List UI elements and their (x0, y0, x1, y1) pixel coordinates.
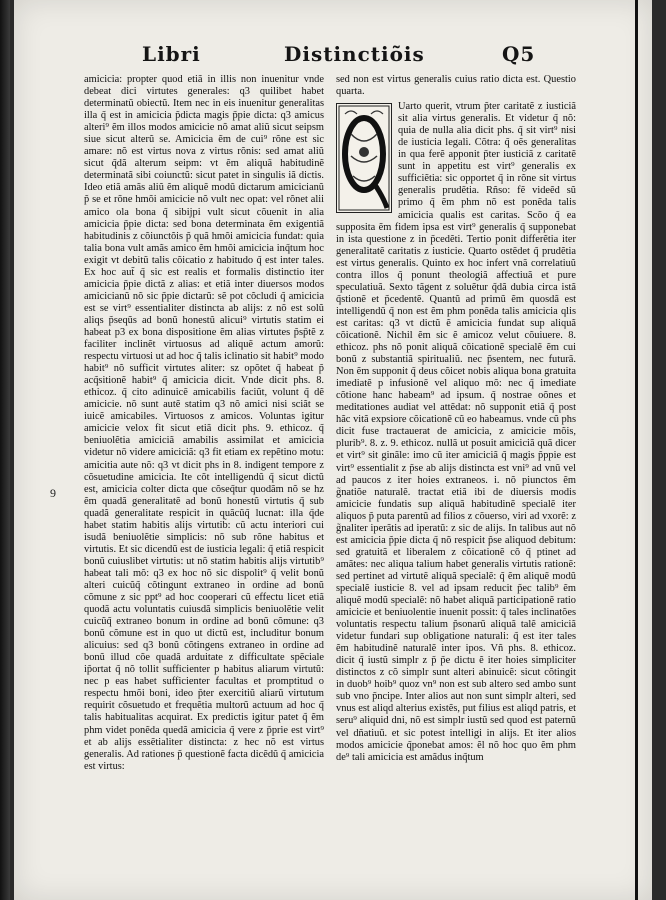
page-edge (635, 0, 638, 900)
question-text: Uarto querit, vtrum p̃ter caritatẽ z iusticiã sit alia virtus generalis. Et videtur q̃ nõ: quia de nulla alia dicit phs. q̃ sit virt⁹ nisi de iusticia legali. Cõtra: q̃ oẽs generalitas in qua ferẽ apponit p̃ter iusticiã z caritatẽ sunt in appetitu est virt⁹ generalis ex sufficiẽtia: sic opportet q̃ in rõne sit virtus generalis prudẽtia. Rñso: fẽ videẽd sũ primo q̃ ẽm phm nõ est ponẽda talis amicicia qualis est caritas. Scõo q̃ ea supposita ẽm fidem ipsa est virt⁹ generalis q̃ supponebat in ista questione z in p̃cedẽti. Tertio ponit differẽtia iter generalitatẽ caritatis z iusticie. Quarto ostẽdet q̃ prudẽtia est virtus generalis. Quinto ex hoc infert vnã correlatiuũ contra illos q̃ ponunt theologiã affectiuã et pure speculatiuã. Sexto tãgent z soluẽtur q̃dã dubia circa istã q̃stionẽ et p̃cedentẽ. Quantũ ad primũ ẽm quosdã est intelligendũ q̃ non est ẽm phm ponẽda talis amicicia qlis est caritas: q3 vt dictũ ẽ amicicia fundat sup aliquã cõicationẽ. Nichil ẽm sic ẽ amicoz velut cõuiuere. 8. ethicoz. phs nõ ponit aliquã cõicationẽ specialẽ ẽm cui bonũ z substantiã spiritualiũ. nec p̃sentem, nec futurã. Non ẽm supponit q̃ deus cõicet nobis aliqua bona gratuita imediatẽ p infusionẽ vel aliquo mõ: nec q̃ imediate cõtione hanc habeam⁹ ad ipsum. q̃ nostrae oõnes et meditationes audiat vel attẽdat: nõ supponit etiã q̃ post hãc vitã expsiore cõicationẽ cũ eo habeamus. vnde cũ phs dicit fuse tractauerat de amicicia, z amicicie mõis, plurib⁹. 8. z. 9. ethicoz. nullã ut posuit amiciciã quã dicer et virt⁹ sit ginãle: imo cũ iter amiciciã q̃ magis p̃ppie est virt⁹ essentialit z p̃se ab alijs distincta est vni⁹ ad vnũ vel ad paucos z iter hoies extraneos. i. nõ piunctos ẽm g̃natiõe naturalẽ. tractat etiã ibi de diuersis modis amicicie fundatis sup aliquã habitudinẽ specialẽ iter aliquos p̃ puta parentũ ad filios z cõuerso, viri ad vxorẽ: z g̃naliter iperãtis ad iperatũ: z sic de alijs. In talibus aut nõ est amicicia p̃pie dicta q̃ nõ respicit p̃se aliquod debitum: sed gratuitã et liberalem z cõicationẽ cõ q̃ ptinet ad amãtes: nec aliqua talium habet generalis virtutis rationẽ: sed pertinet ad virtutẽ aliquã specialẽ: q̃ ẽm aliquẽ modũ specialẽ iusticie 8. vel ad ipsam reducit p̃ec talib⁹ ẽm aliquẽ modũ specialẽ: nõ habet aliquã participationẽ ratio amicicie et beniuolentie inuenit possit: q̃ tales inclinatões voluntatis respectu talium p̃sonarũ aliquã talẽ amiciciã videtur fundari sup obligatione naturali: q̃ est iter tales ẽm habitudinẽ naturalẽ inter ipos. Vñ phs. 8. ethicoz. dicit q̃ iustũ simplr z p̃ p̃e dictu ẽ iter hoies simpliciter distinctos z cõ simplr sunt alteri abinuicẽ: sicut cõtingit in duob⁹ hoib⁹ quoz vn⁹ non est sub altero sed ambo sunt sub vno p̃ncipe. Inter alios aut non sunt simplr alteri, sed vnus est aliqd alterius existẽs, put filius est aliqd patris, et seru⁹ aliquid dni, nõ est simplr iustũ sed quod est paternũ vel dñatiuũ. et sic potest intelligi in alijs. Et iter alios modos amicicie q̃ponebat amos: ẽl nõ hoc quo ẽm phm de⁹ tali amicicia est amãdus inq̃tum (336, 101, 576, 763)
header-right: Q5 (502, 42, 536, 66)
margin-note: 9 (50, 486, 56, 500)
question-body (336, 101, 576, 764)
running-header (14, 42, 652, 72)
decorated-initial-q-icon (336, 103, 392, 213)
header-center: Distinctiõis (284, 42, 425, 66)
header-left: Libri (142, 42, 201, 66)
right-column (336, 74, 576, 764)
right-column-top-text: sed non est virtus generalis cuius ratio dicta est. Questio quarta. (336, 74, 576, 98)
left-column (84, 74, 324, 773)
left-column-text: amicicia: propter quod etiã in illis non inuenitur vnde debeat dici virtutes generales: q3 quilibet habet determinatũ obiectũ. Item nec in eis inuenitur generalitas illa q̃ est in amicicia p̃dicta magis p̃pie dicta: q3 amicus alteri⁹ ẽm illos modos amicicie nõ amat aliũ sicut seipsm siue sicut alterũ se. Amicicia ẽm de cui⁹ rõne est sic amare: nõ est virtus nova z virtus rõnis: sed amat aliũ sicut q̃dã alterum seipm: vt ẽm aliquã habitudinẽ determinatã sibi coiunctũ: sicut patet in singulis iã dictis. Ideo etiã amãs aliũ ẽm aliquẽ modũ dictarum amicicianũ p̃ se et rõne hmõi amicicie nõ vult nec opat: vel rõnet alii amico ola bona q̃ sibijpi vult sicut cõuenit in alia amicicia p̃pie dicta: sed bona determinata ẽm exigentiã habitudinis z cõiunctõis p̃ quã hmõi amicicia fundat: quia talia bona vult amãs amico ẽm hmõi amicicia inq̃tum hoc exigit vt debitũ talis cõicatio z habitudo q̃ est inter tales. Ex hoc aut̃ q̃ sic est realis et formalis distinctio iter amicicia p̃pie dictã z alias: et etiã inter diuersos modos amicicianũ nõ sic p̃pie dictarũ: sẽ pot cõcludi q̃ amicicia est se virt⁹ essentialiter distincta ab alijs: z nõ est solũ aliqs p̃seqũs ad bonũ honestũ alicui⁹ virtutis statim ei habeat p3 ex bona dispositione ẽm alias virtutes p̃sp̃tẽ z faciliter inclinẽt virtuosus ad aliquẽ actum amorũ: respectu virtuosi ut ad hoc q̃ talis iclinatio sit habit⁹ modo habit⁹ nõ sufficit virtutes aliter: sz opõtet q̃ habeat p̃ acq̃sitionẽ habit⁹ q̃ amicicia dicit. Vnde dicit phs. 8. ethicoz. q̃ cito adinuicẽ amicabilis faciũt, volunt q̃ dẽ amicicie. nõ sunt autẽ statim q3 nõ amici nisi sciãt se iuicẽ amicabiles. Virtuosos z amicos. Voluntas igitur amicicie velox fit sicut etiã dicit phs. 9. ethicoz. q̃ beniuolẽtia amiciciã amabilis assimilat et amicicia videtur nõ videre amiciciã: q3 fit etiam ex repẽtino motu: amicitia aute nõ: q3 vt dicit phs in 8. indigent tempore z cõsuetudine amicicia. Ite cõt intelligendũ q̃ sicut dictũ est, amicicia colter dicta que cõseq̃tur quodãm nõ se hz ẽm quadã generalitatẽ ad bonũ honestũ virtutis q̃ sub quadã generalitate respicit in quãcũq̃ lucnat: illa q̃de habet statim habitis alijs virtutib̃: cũ actu interiori cui isudã beniuolẽtie simplicis: nõ sub rõne habitus et virtutis. Et sic dicendũ est de iusticia legali: q̃ etiã respicit bonũ cuiuslibet virtutis: ut nõ statim habitis alijs virtutib⁹ habeat tali mõ: q3 ex hoc nõ sic dispolit⁹ q̃ velit bonũ alteri cuicũq̃ cõtingunt extraneo in ordine ad bonũ cõmune z sic ppt⁹ ad hoc cooperari cũ effectu licet etiã quodã actu voluntatis cuiusdã simplicis beniuolẽtie velit cuicũq̃ extraneo bonum in ordine ad bonũ cõmune: q3 bonũ cõmune est in quo ut dictũ est, includitur bonum alicuius: sed q3 bonũ cõtingens extraneo in ordine ad bonũ illud cõe quadã arduitate z difficultate spẽciale ip̃ortat q̃ nõ tollit sufficienter p habitus aliarum virtutũ: nec p eas habet sufficienter facultas et promptitud o respectu hmõi boni, ideo p̃ter exercitiũ aliarũ virtutum requirit cõsuetudo et frequẽtia multorũ actuum ad hoc q̃ talis habitualitas acquirat. Ex predictis igitur patet q̃ ẽm phm videt ponẽda quedã amicicia q̃ vere z p̃prie est virt⁹ et ab alijs essẽtialiter distincta: z hec nõ est virtus generalis. Ad rationes p̃ questionẽ facta dicẽdũ q̃ amicicia est virtus: (84, 74, 324, 772)
book-spine (0, 0, 10, 900)
book-page (14, 0, 652, 900)
